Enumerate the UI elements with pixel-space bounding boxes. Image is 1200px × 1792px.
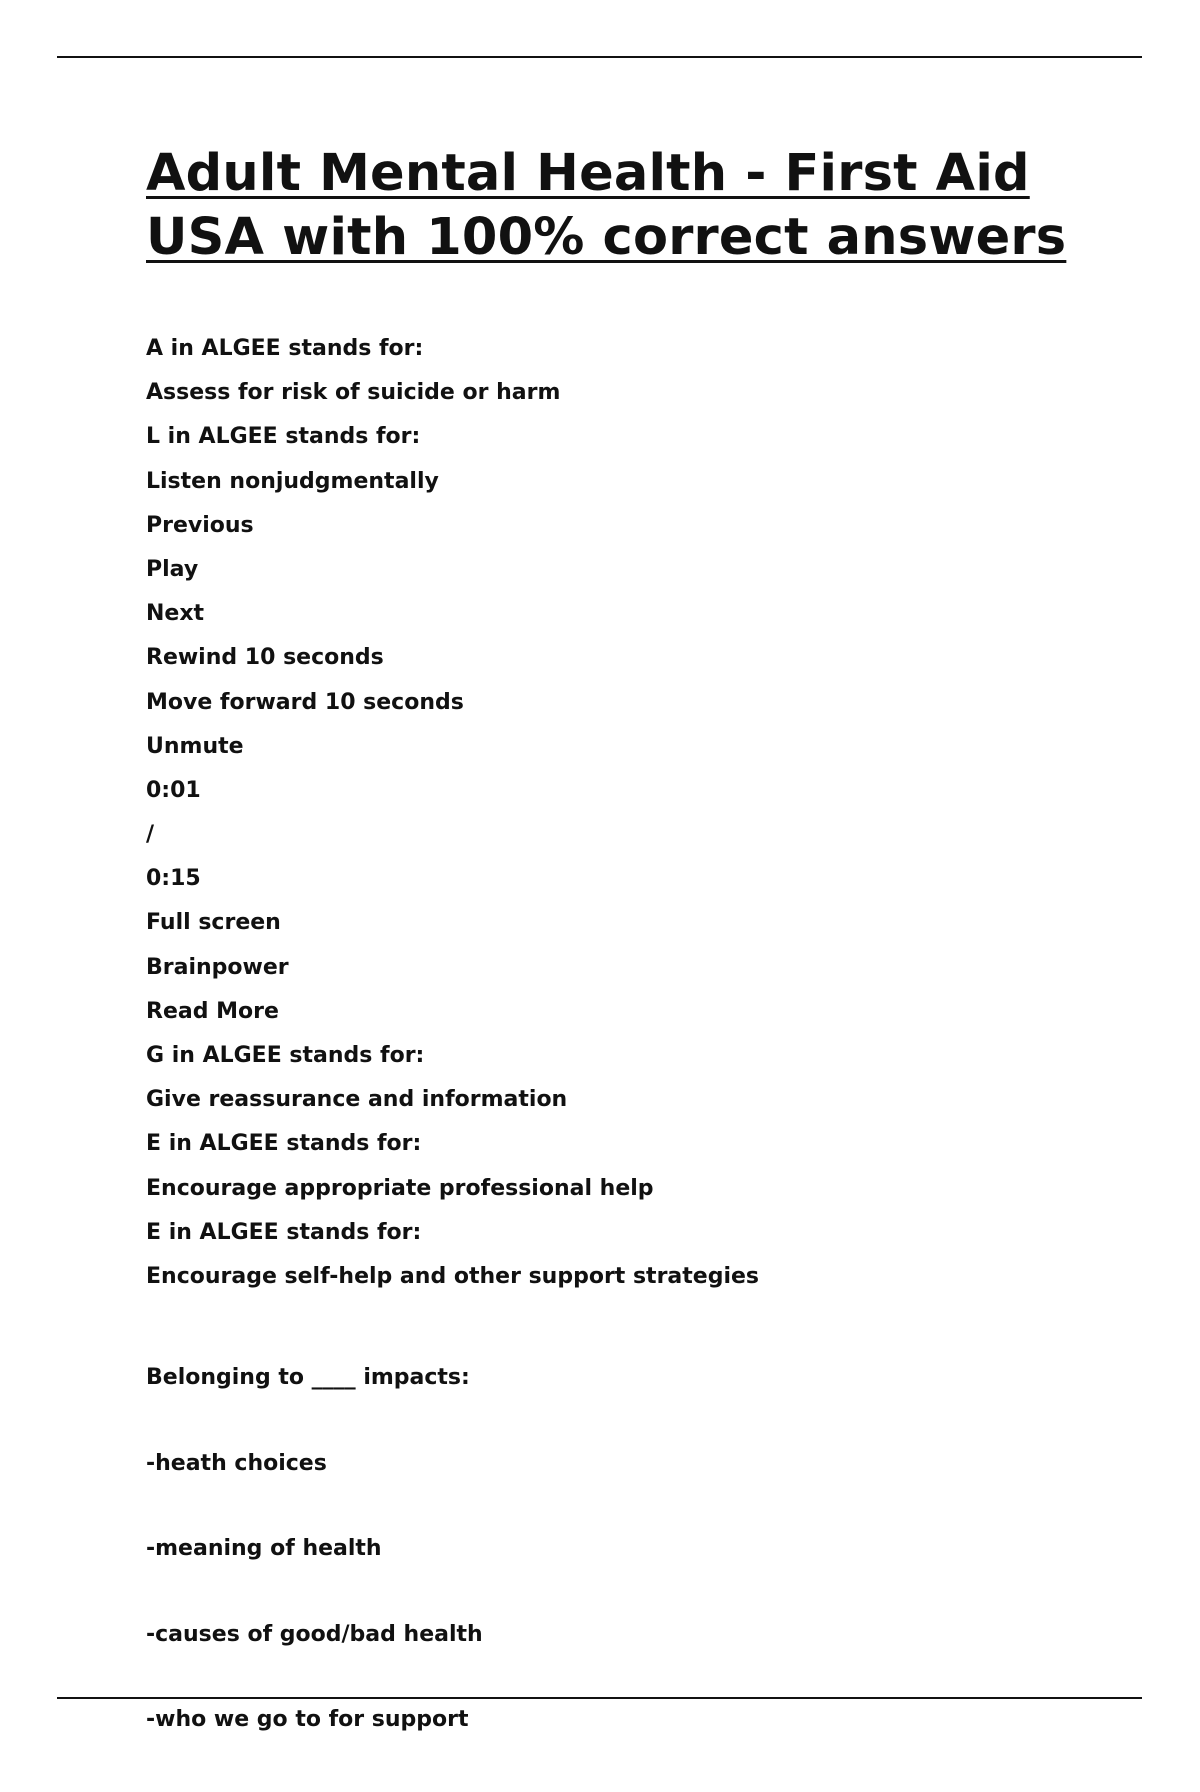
previous-label: Previous [146,512,254,538]
total-time: 0:15 [146,866,201,892]
belonging-item-4: -who we go to for support [146,1707,469,1733]
page-title [146,142,1146,270]
question-e1: E in ALGEE stands for: [146,1131,422,1157]
read-more-label: Read More [146,998,279,1024]
question-e2: E in ALGEE stands for: [146,1219,422,1245]
belonging-item-2: -meaning of health [146,1536,382,1562]
next-label: Next [146,601,205,627]
belonging-item-3: -causes of good/bad health [146,1621,483,1647]
rewind-label: Rewind 10 seconds [146,645,384,671]
belonging-question: Belonging to ____ impacts: [146,1365,470,1391]
answer-g: Give reassurance and information [146,1087,568,1113]
answer-e2: Encourage self-help and other support strategies [146,1263,760,1289]
question-g: G in ALGEE stands for: [146,1043,425,1068]
unmute-label: Unmute [146,733,244,759]
current-time: 0:01 [146,777,201,803]
brainpower-label: Brainpower [146,954,289,980]
title-line-1: Adult Mental Health - First Aid [146,144,1030,203]
time-separator: / [146,822,155,848]
answer-e1: Encourage appropriate professional help [146,1175,654,1201]
question-a: A in ALGEE stands for: [146,336,424,361]
qa-list [146,335,1146,1792]
answer-a: Assess for risk of suicide or harm [146,380,561,406]
full-screen-label: Full screen [146,910,281,936]
belonging-block [146,1307,1146,1792]
forward-label: Move forward 10 seconds [146,689,464,715]
belonging-item-1: -heath choices [146,1450,327,1476]
top-rule [57,56,1142,58]
document-body [146,142,1146,1792]
answer-l: Listen nonjudgmentally [146,468,439,494]
question-l: L in ALGEE stands for: [146,424,421,450]
title-line-2: USA with 100% correct answers [146,208,1067,267]
bottom-rule [57,1697,1142,1699]
play-label: Play [146,556,199,582]
